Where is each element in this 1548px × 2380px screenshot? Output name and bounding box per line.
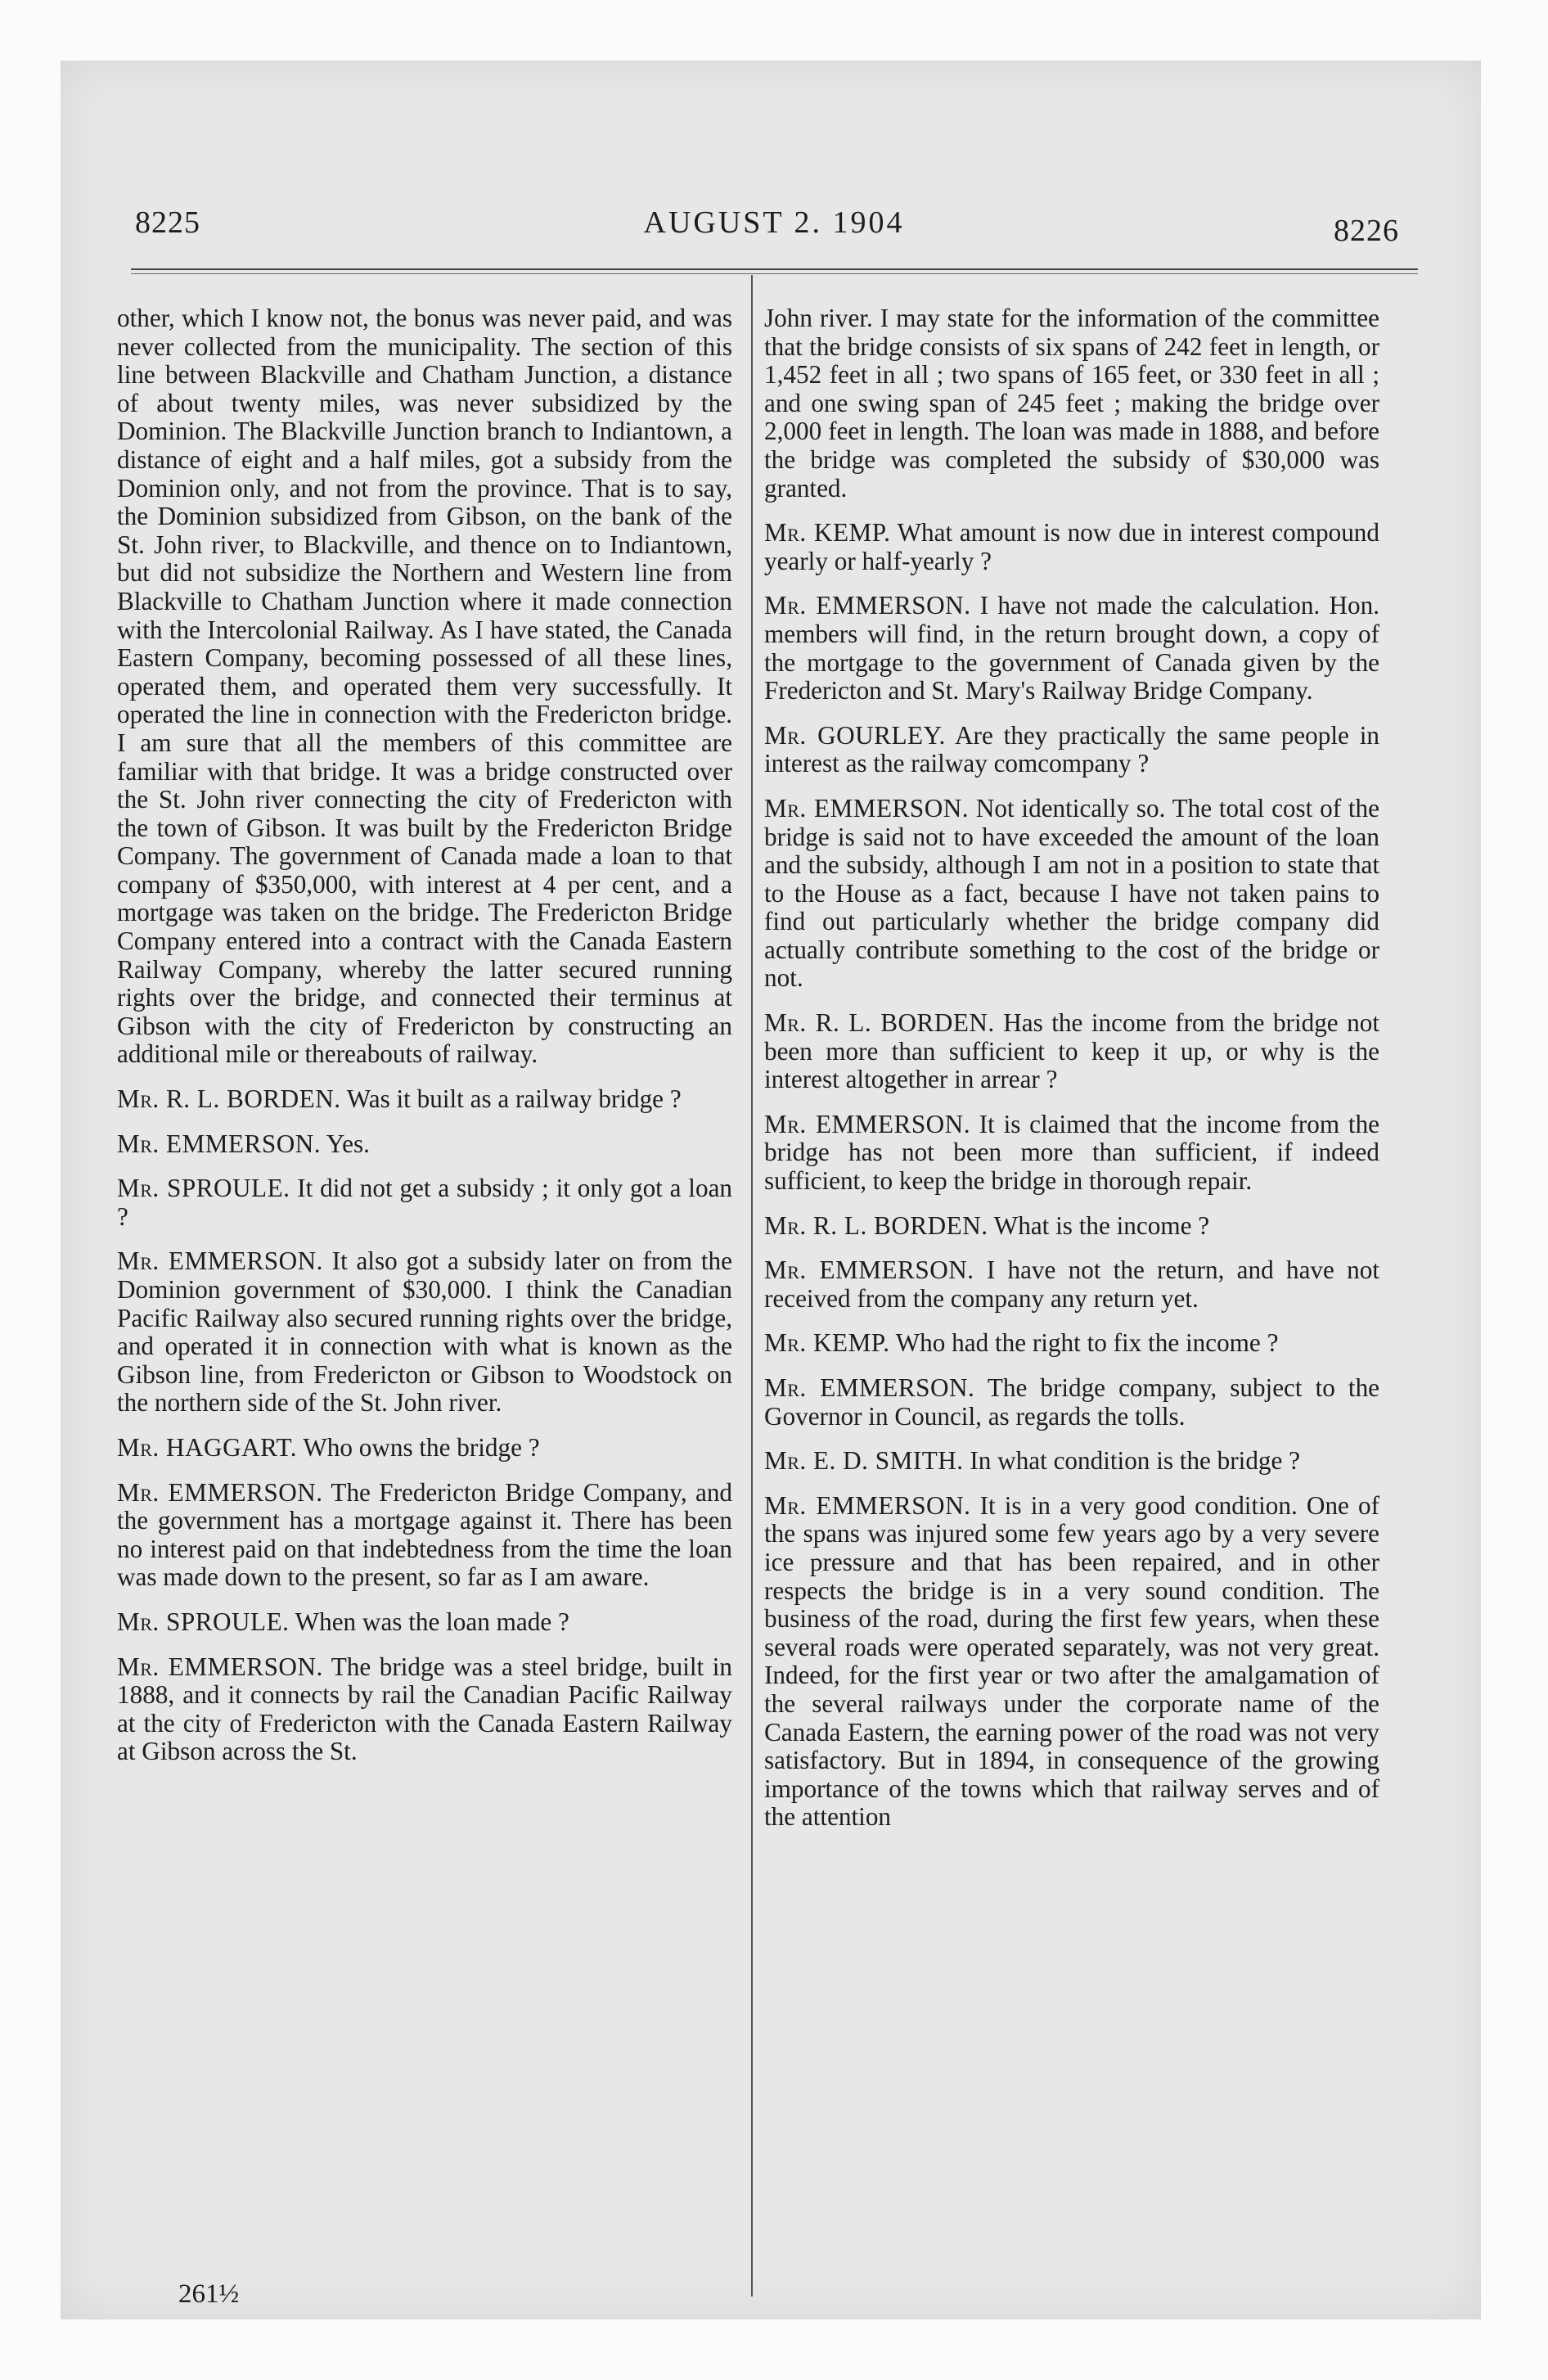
- speaker-name: Mr. KEMP.: [764, 518, 891, 548]
- paragraph: [764, 304, 1379, 503]
- speaker-name: Mr. EMMERSON.: [117, 1477, 323, 1507]
- paragraph: [764, 795, 1379, 993]
- paragraph-text: Who had the right to fix the income ?: [895, 1328, 1279, 1358]
- page-header: [0, 139, 1548, 248]
- paragraph: [117, 1174, 732, 1231]
- paragraph: [117, 1130, 732, 1159]
- paragraph: [117, 1247, 732, 1418]
- paragraph-text: Who owns the bridge ?: [303, 1432, 540, 1462]
- paragraph-text: It is in a very good condition. One of the spans was injured some few years ago by a very severe ice pressure and that has been repaired, and in other respects the bridge is in a very sound condition. The business of the road, during the first few years, when these several roads were operated separately, was not very great. Indeed, for the first year or two after the amalgamation of the several railways under the corporate name of the Canada Eastern, the earning power of the road was not very satisfactory. But in 1894, in consequence of the growing importance of the towns which that railway serves and of the attention: [764, 1490, 1379, 1832]
- paragraph-text: I have not the return, and have not received from the company any return yet.: [764, 1255, 1379, 1313]
- speaker-name: Mr. E. D. SMITH.: [764, 1446, 964, 1476]
- paragraph-text: The bridge company, subject to the Governor in Council, as regards the tolls.: [764, 1373, 1380, 1431]
- column-divider: [751, 275, 753, 2297]
- speaker-name: Mr. GOURLEY.: [764, 720, 946, 750]
- signature-mark: 261½: [178, 2279, 240, 2309]
- paragraph-text: What is the income ?: [993, 1210, 1210, 1240]
- paragraph: [764, 1009, 1379, 1094]
- paragraph: [117, 1434, 732, 1463]
- paragraph-text: John river. I may state for the information of the committee that the bridge consists of six spans of 242 feet in length, or 1,452 feet in all ; two spans of 165 feet, or 330 feet in all ; and one swing span of 245 feet ; making the bridge over 2,000 feet in length. The loan was made in 1888, and before the bridge was completed the subsidy of $30,000 was granted.: [764, 304, 1379, 503]
- speaker-name: Mr. EMMERSON.: [117, 1129, 322, 1158]
- paragraph: [764, 1447, 1379, 1476]
- paragraph-text: Not identically so. The total cost of the bridge is said not to have exceeded the amount of the loan and the subsidy, although I am not in a position to state that to the House as a fact, because I have not taken pains to find out particularly whether the bridge company did actually contribute something to the cost of the bridge or not.: [764, 793, 1379, 993]
- paragraph-text: The bridge was a steel bridge, built in 1888, and it connects by rail the Canadian Pacific Railway at the city of Fredericton with the Canada Eastern Railway at Gibson across the St.: [117, 1652, 732, 1766]
- speaker-name: Mr. EMMERSON.: [117, 1652, 323, 1681]
- paragraph: [117, 1608, 732, 1637]
- speaker-name: Mr. SPROULE.: [117, 1174, 290, 1203]
- speaker-name: Mr. EMMERSON.: [764, 1255, 974, 1285]
- paragraph-text: What amount is now due in interest compound yearly or half-yearly ?: [764, 518, 1379, 575]
- paragraph: [764, 1374, 1379, 1431]
- paragraph: [117, 1479, 732, 1592]
- paragraph-text: Yes.: [326, 1129, 370, 1158]
- paragraph-text: It is claimed that the income from the bridge has not been more than sufficient, if indeed sufficient, to keep the bridge in thorough repair.: [764, 1109, 1380, 1196]
- right-column: [764, 304, 1379, 1832]
- speaker-name: Mr. EMMERSON.: [764, 1490, 971, 1520]
- paragraph: [764, 1329, 1379, 1358]
- speaker-name: Mr. R. L. BORDEN.: [764, 1008, 995, 1038]
- paragraph-text: It did not get a subsidy ; it only got a loan ?: [117, 1174, 733, 1231]
- paragraph-text: The Fredericton Bridge Company, and the government has a mortgage against it. There has been no interest paid on that indebtedness from the time the loan was made down to the present, so far as I am aware.: [117, 1477, 733, 1592]
- paragraph: [764, 592, 1379, 705]
- speaker-name: Mr. EMMERSON.: [764, 793, 970, 823]
- left-column: [117, 304, 732, 1766]
- speaker-name: Mr. R. L. BORDEN.: [764, 1210, 988, 1240]
- speaker-name: Mr. SPROULE.: [117, 1607, 290, 1636]
- paragraph-text: other, which I know not, the bonus was never paid, and was never collected from the municipality. The section of this line between Blackville and Chatham Junction, a distance of about twenty miles, was never subsidized by the Dominion. The Blackville Junction branch to Indiantown, a distance of eight and a half miles, got a subsidy from the Dominion only, and not from the province. That is to say, the Dominion subsidized from Gibson, on the bank of the St. John river, to Blackville, and thence on to Indiantown, but did not subsidize the Northern and Western line from Blackville to Chatham Junction where it made connection with the Intercolonial Railway. As I have stated, the Canada Eastern Company, becoming possessed of all these lines, operated them, and operated them very successfully. It operated the line in connection with the Fredericton bridge. I am sure that all the members of this committee are familiar with that bridge. It was a bridge constructed over the St. John river connecting the city of Fredericton with the town of Gibson. It was built by the Fredericton Bridge Company. The government of Canada made a loan to that company of $350,000, with interest at 4 per cent, and a mortgage was taken on the bridge. The Fredericton Bridge Company entered into a contract with the Canada Eastern Railway Company, whereby the latter secured running rights over the bridge, and connected their terminus at Gibson with the city of Fredericton by constructing an additional mile or thereabouts of railway.: [117, 304, 732, 1069]
- paragraph: [764, 722, 1379, 778]
- paragraph-text: Was it built as a railway bridge ?: [346, 1084, 682, 1114]
- speaker-name: Mr. HAGGART.: [117, 1432, 298, 1462]
- header-rule-thin: [131, 273, 1418, 274]
- header-rule: [131, 268, 1418, 270]
- paragraph: [117, 1653, 732, 1766]
- speaker-name: Mr. KEMP.: [764, 1328, 890, 1358]
- paragraph-text: It also got a subsidy later on from the Dominion government of $30,000. I think the Canadian Pacific Railway also secured running rights over the bridge, and operated it in connection with what is known as the Gibson line, from Fredericton or Gibson to Woodstock on the northern side of the St. John river.: [117, 1246, 732, 1418]
- paragraph-text: When was the loan made ?: [295, 1607, 569, 1636]
- right-page-number: 8226: [1334, 214, 1399, 248]
- paragraph: [764, 1256, 1379, 1313]
- paragraph: [764, 1492, 1379, 1832]
- paragraph-text: Are they practically the same people in interest as the railway comcompany ?: [764, 720, 1379, 778]
- paragraph: [764, 1111, 1379, 1196]
- paragraph: [764, 1212, 1379, 1241]
- paragraph: [117, 304, 732, 1069]
- paragraph-text: Has the income from the bridge not been more than sufficient to keep it up, or why is the interest altogether in arrear ?: [764, 1008, 1380, 1094]
- speaker-name: Mr. EMMERSON.: [764, 591, 971, 620]
- page-date: AUGUST 2. 1904: [643, 205, 905, 240]
- paragraph: [117, 1085, 732, 1114]
- paragraph: [764, 519, 1379, 575]
- paragraph-text: I have not made the calculation. Hon. members will find, in the return brought down, a copy of the mortgage to the government of Canada given by the Fredericton and St. Mary's Railway Bridge Company.: [764, 591, 1379, 705]
- speaker-name: Mr. EMMERSON.: [117, 1246, 323, 1276]
- left-page-number: 8225: [135, 205, 200, 240]
- speaker-name: Mr. EMMERSON.: [764, 1373, 975, 1402]
- speaker-name: Mr. EMMERSON.: [764, 1109, 971, 1138]
- speaker-name: Mr. R. L. BORDEN.: [117, 1084, 341, 1114]
- paragraph-text: In what condition is the bridge ?: [970, 1446, 1301, 1476]
